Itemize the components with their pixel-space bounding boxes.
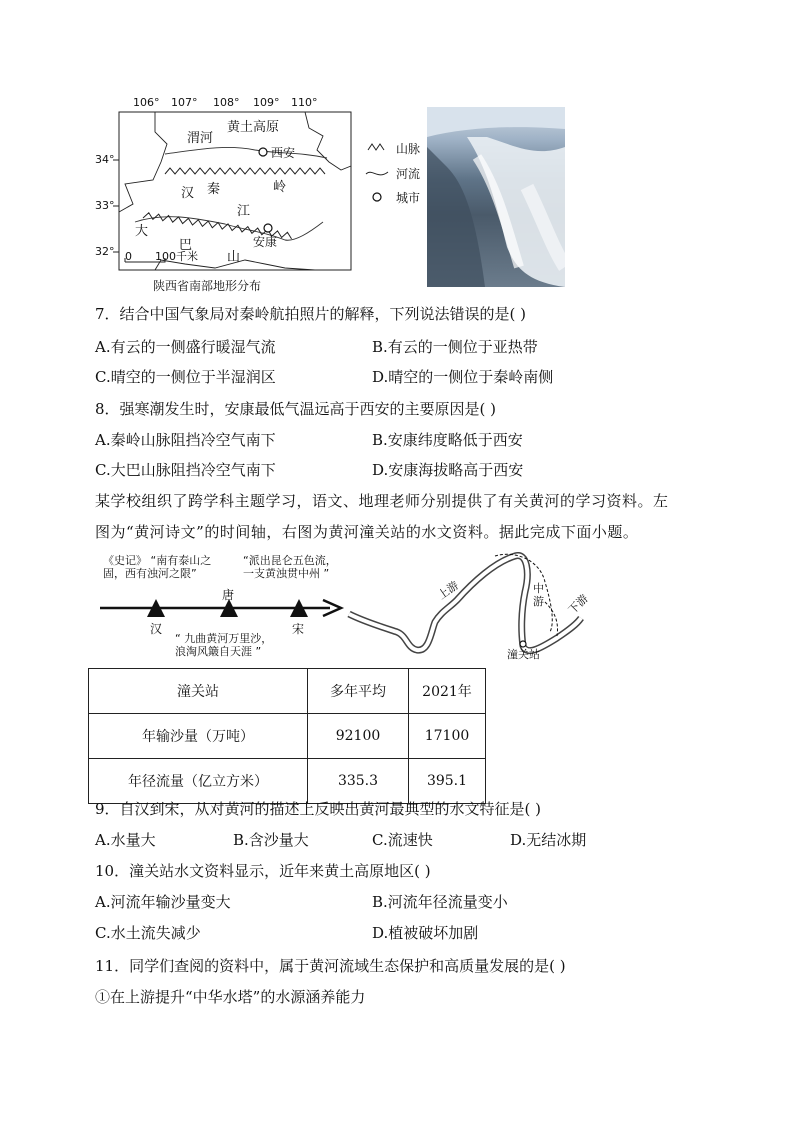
ankang-label: 安康 — [253, 235, 278, 249]
shaanxi-terrain-map — [95, 92, 360, 297]
timeline-quote-shiji: 《史记》 “南有泰山之 固，西有浊河之限” — [103, 554, 212, 580]
da-label: 大 — [135, 224, 149, 239]
scale-zero: 0 — [125, 250, 132, 263]
xian-label: 西安 — [271, 146, 296, 160]
map-legend — [364, 140, 424, 220]
han-label: 汉 — [181, 186, 195, 201]
q8-option-a[interactable]: A.秦岭山脉阻挡冷空气南下 — [95, 431, 276, 449]
q10-option-b[interactable]: B.河流年径流量变小 — [372, 893, 508, 911]
q10-stem: 10．潼关站水文资料显示，近年来黄土高原地区( ) — [95, 862, 431, 880]
legend-city-label: 城市 — [396, 191, 421, 205]
q9-option-c[interactable]: C.流速快 — [372, 831, 433, 849]
river-icon — [366, 172, 388, 175]
yellow-river-course-diagram — [345, 552, 595, 662]
lon-label-106: 106° — [133, 96, 160, 109]
q10-option-d[interactable]: D.植被破坏加剧 — [372, 924, 479, 942]
city-icon — [373, 193, 381, 201]
lon-label-110: 110° — [291, 96, 318, 109]
loess-plateau-label: 黄土高原 — [227, 120, 280, 135]
middle-reach-label: 中 游 — [533, 582, 544, 608]
lat-label-34: 34° — [95, 153, 115, 166]
timeline-label-song: 宋 — [292, 622, 305, 636]
jiang-label: 江 — [237, 204, 251, 219]
legend-river-label: 河流 — [396, 167, 421, 181]
q7-option-c[interactable]: C.晴空的一侧位于半湿润区 — [95, 368, 276, 386]
q7-option-d[interactable]: D.晴空的一侧位于秦岭南侧 — [372, 368, 554, 386]
table-header-cell: 潼关站 — [89, 669, 308, 714]
table-cell: 年输沙量（万吨） — [89, 714, 308, 759]
qinling-mountains — [165, 168, 325, 174]
q7-option-a[interactable]: A.有云的一侧盛行暖湿气流 — [95, 338, 276, 356]
ankang-city-marker — [264, 224, 272, 232]
xian-city-marker — [259, 148, 267, 156]
q11-stem: 11．同学们查阅的资料中，属于黄河流域生态保护和高质量发展的是( ) — [95, 957, 566, 975]
tongguan-station-label: 潼关站 — [507, 648, 540, 661]
q9-option-a[interactable]: A.水量大 — [95, 831, 156, 849]
q11-item-1[interactable]: ①在上游提升“中华水塔”的水源涵养能力 — [95, 988, 366, 1006]
lon-label-109: 109° — [253, 96, 280, 109]
q9-stem: 9．自汉到宋，从对黄河的描述上反映出黄河最典型的水文特征是( ) — [95, 800, 542, 818]
tongguan-hydrology-table — [88, 668, 486, 804]
lower-reach-label: 下游 — [565, 591, 591, 617]
q10-option-c[interactable]: C.水土流失减少 — [95, 924, 201, 942]
table-header-row — [89, 669, 486, 714]
qin-label: 秦 — [207, 182, 221, 197]
lon-label-107: 107° — [171, 96, 198, 109]
lat-label-32: 32° — [95, 245, 115, 258]
table-cell: 335.3 — [308, 759, 409, 804]
table-cell: 395.1 — [409, 759, 486, 804]
table-cell: 17100 — [409, 714, 486, 759]
q9-option-d[interactable]: D.无结冰期 — [510, 831, 587, 849]
qinling-aerial-photo — [427, 107, 565, 287]
intro-line-1: 某学校组织了跨学科主题学习，语文、地理老师分别提供了有关黄河的学习资料。左 — [95, 492, 669, 510]
shan-label: 山 — [227, 250, 241, 265]
upper-reach-label: 上游 — [435, 578, 462, 603]
timeline-quote-song: “ 九曲黄河万里沙， 浪淘风簸自天涯 ” — [175, 632, 273, 658]
lat-label-33: 33° — [95, 199, 115, 212]
lon-label-108: 108° — [213, 96, 240, 109]
table-header-cell: 2021年 — [409, 669, 486, 714]
q10-option-a[interactable]: A.河流年输沙量变大 — [95, 893, 231, 911]
table-cell: 92100 — [308, 714, 409, 759]
table-row — [89, 759, 486, 804]
q8-option-c[interactable]: C.大巴山脉阻挡冷空气南下 — [95, 461, 276, 479]
scale-length: 100千米 — [155, 250, 198, 263]
q8-option-b[interactable]: B.安康纬度略低于西安 — [372, 431, 523, 449]
map-caption: 陕西省南部地形分布 — [153, 279, 262, 293]
timeline-quote-tang: “派出昆仑五色流， 一支黄浊贯中州 ” — [243, 554, 337, 580]
table-header-cell: 多年平均 — [308, 669, 409, 714]
q7-option-b[interactable]: B.有云的一侧位于亚热带 — [372, 338, 538, 356]
q8-option-d[interactable]: D.安康海拔略高于西安 — [372, 461, 524, 479]
wei-river-label: 渭河 — [187, 131, 214, 146]
intro-line-2: 图为“黄河诗文”的时间轴，右图为黄河潼关站的水文资料。据此完成下面小题。 — [95, 523, 639, 541]
timeline-label-han: 汉 — [150, 622, 163, 636]
legend-mountain-label: 山脉 — [396, 142, 421, 156]
q8-stem: 8．强寒潮发生时，安康最低气温远高于西安的主要原因是( ) — [95, 400, 497, 418]
table-cell: 年径流量（亿立方米） — [89, 759, 308, 804]
yellow-river-timeline — [95, 550, 345, 660]
ba-label: 巴 — [179, 238, 193, 253]
q9-option-b[interactable]: B.含沙量大 — [233, 831, 309, 849]
q7-stem: 7．结合中国气象局对秦岭航拍照片的解释，下列说法错误的是( ) — [95, 305, 527, 323]
mountain-icon — [368, 144, 384, 150]
table-row — [89, 714, 486, 759]
ling-label: 岭 — [273, 180, 287, 195]
timeline-label-tang: 唐 — [222, 588, 235, 602]
